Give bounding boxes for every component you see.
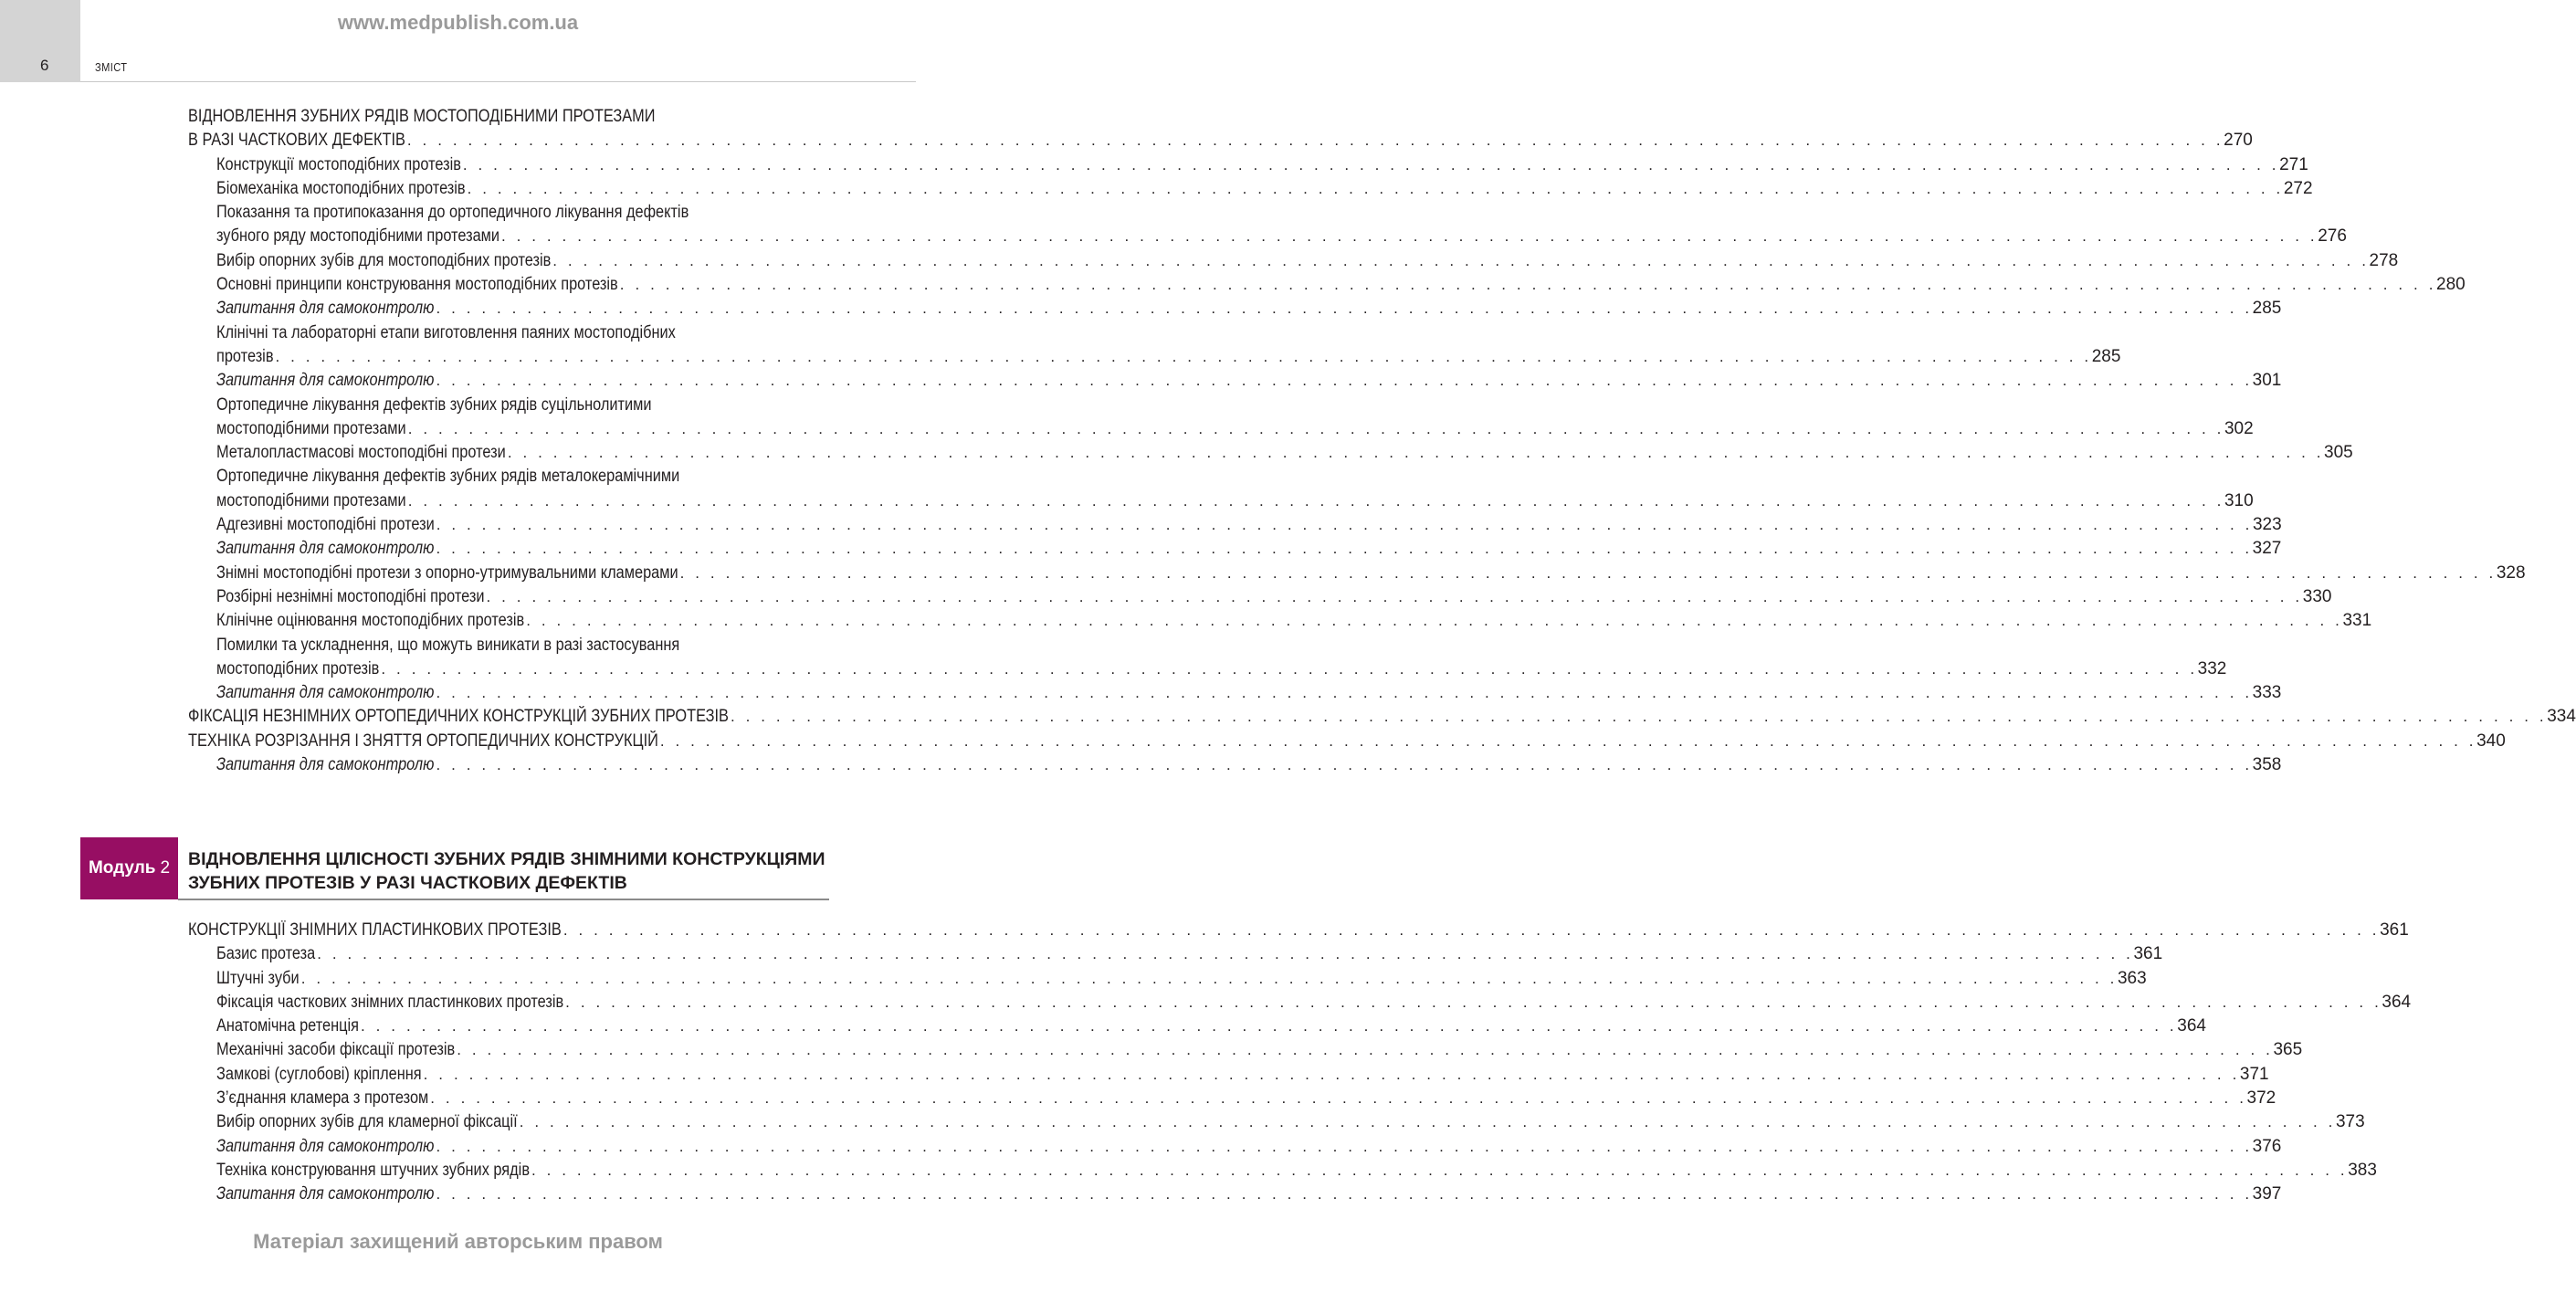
toc-page-number: 358 — [2252, 755, 2282, 775]
toc-entry — [188, 681, 2282, 705]
toc-page-number: 323 — [2252, 515, 2282, 535]
toc-page-number: 280 — [2436, 275, 2466, 295]
toc-page-number: 333 — [2252, 683, 2282, 703]
toc-leader-dots: . . . . . . . . . . . . . . . . . . . . . . . . . . . . . . . . . . . . . . . . . . . . . . . . . . . . . . . . . . . . . . . . . . . . . . . . . . . . . . . . . . . . . . . . . . . . . . . . . . . . . . . . . . . . . . . . . . . . . . . . — [659, 731, 2477, 750]
toc-entry-title: Запитання для самоконтролю — [216, 539, 435, 559]
toc-page-number: 365 — [2273, 1040, 2303, 1060]
toc-entry — [188, 919, 2409, 942]
toc-entry — [188, 1159, 2377, 1183]
toc-leader-dots: . . . . . . . . . . . . . . . . . . . . . . . . . . . . . . . . . . . . . . . . . . . . . . . . . . . . . . . . . . . . . . . . . . . . . . . . . . . . . . . . . . . . . . . . . . . . . . . . . . . . . . . . . . . . . . . . . . . . . . . . — [430, 1089, 2247, 1108]
toc-entry-title: Адгезивні мостоподібні протези — [216, 515, 435, 535]
module-title — [188, 847, 882, 895]
toc-entry — [188, 105, 829, 129]
toc-leader-dots: . . . . . . . . . . . . . . . . . . . . . . . . . . . . . . . . . . . . . . . . . . . . . . . . . . . . . . . . . . . . . . . . . . . . . . . . . . . . . . . . . . . . . . . . . . . . . . . . . . . . . . . . . . . . . . . . . . . . . . . . — [361, 1017, 2178, 1035]
toc-entry — [188, 201, 829, 225]
toc-entry-title: ВІДНОВЛЕННЯ ЗУБНИХ РЯДІВ МОСТОПОДІБНИМИ ПРОТЕЗАМИ — [188, 107, 656, 126]
toc-entry — [188, 562, 2526, 585]
toc-leader-dots: . . . . . . . . . . . . . . . . . . . . . . . . . . . . . . . . . . . . . . . . . . . . . . . . . . . . . . . . . . . . . . . . . . . . . . . . . . . . . . . . . . . . . . . . . . . . . . . . . . . . . . . . . . . . . . . . . . . . . . . . — [563, 921, 2381, 939]
toc-entry — [188, 465, 829, 489]
toc-entry — [188, 129, 2253, 152]
toc-page-number: 327 — [2252, 539, 2282, 559]
toc-leader-dots: . . . . . . . . . . . . . . . . . . . . . . . . . . . . . . . . . . . . . . . . . . . . . . . . . . . . . . . . . . . . . . . . . . . . . . . . . . . . . . . . . . . . . . . . . . . . . . . . . . . . . . . . . . . . . . . . . . . . . . . . — [436, 516, 2253, 534]
toc-entry-title: Фіксація часткових знімних пластинкових протезів — [216, 992, 564, 1012]
module-number: 2 — [160, 858, 171, 878]
toc-entry-title: Запитання для самоконтролю — [216, 1136, 435, 1156]
toc-leader-dots: . . . . . . . . . . . . . . . . . . . . . . . . . . . . . . . . . . . . . . . . . . . . . . . . . . . . . . . . . . . . . . . . . . . . . . . . . . . . . . . . . . . . . . . . . . . . . . . . . . . . . . . . . . . . . . . . . . . . . . . . — [406, 131, 2224, 150]
toc-entry-title: Конструкції мостоподібних протезів — [216, 154, 461, 174]
toc-entry — [188, 730, 2506, 753]
toc-list-part2 — [188, 919, 2412, 1207]
toc-entry — [188, 1087, 2276, 1110]
toc-entry-title: зубного ряду мостоподібними протезами — [216, 226, 500, 247]
toc-entry — [188, 967, 2147, 991]
toc-entry-title: Біомеханіка мостоподібних протезів — [216, 178, 466, 198]
toc-page-number: 305 — [2324, 443, 2353, 463]
toc-entry-title: протезів — [216, 346, 274, 366]
toc-leader-dots: . . . . . . . . . . . . . . . . . . . . . . . . . . . . . . . . . . . . . . . . . . . . . . . . . . . . . . . . . . . . . . . . . . . . . . . . . . . . . . . . . . . . . . . . . . . . . . . . . . . . . . . . . . . . . . . . . . . . . . . . — [436, 1137, 2253, 1155]
toc-entry — [188, 991, 2412, 1014]
toc-entry — [188, 657, 2227, 681]
module-title-line1: ВІДНОВЛЕННЯ ЦІЛІСНОСТІ ЗУБНИХ РЯДІВ ЗНІМНИМИ КОНСТРУКЦІЯМИ — [188, 849, 825, 869]
toc-leader-dots: . . . . . . . . . . . . . . . . . . . . . . . . . . . . . . . . . . . . . . . . . . . . . . . . . . . . . . . . . . . . . . . . . . . . . . . . . . . . . . . . . . . . . . . . . . . . . . . . . . . . . . . . . . . . . . . . . . . . . . . . — [565, 993, 2382, 1011]
toc-page-number: 363 — [2117, 968, 2147, 988]
toc-list-part1 — [188, 105, 2576, 777]
copyright-watermark: Матеріал захищений авторським правом — [253, 1230, 663, 1253]
toc-leader-dots: . . . . . . . . . . . . . . . . . . . . . . . . . . . . . . . . . . . . . . . . . . . . . . . . . . . . . . . . . . . . . . . . . . . . . . . . . . . . . . . . . . . . . . . . . . . . . . . . . . . . . . . . . . . . . . . . . . . . . . . . — [457, 1041, 2274, 1059]
toc-entry-title: Запитання для самоконтролю — [216, 299, 435, 319]
toc-entry — [188, 153, 2308, 177]
toc-entry — [188, 513, 2282, 537]
toc-entry — [188, 297, 2282, 321]
toc-entry — [188, 225, 2347, 248]
toc-entry-title: Клінічне оцінювання мостоподібних протезів — [216, 611, 525, 631]
toc-entry-title: Штучні зуби — [216, 968, 300, 988]
toc-leader-dots: . . . . . . . . . . . . . . . . . . . . . . . . . . . . . . . . . . . . . . . . . . . . . . . . . . . . . . . . . . . . . . . . . . . . . . . . . . . . . . . . . . . . . . . . . . . . . . . . . . . . . . . . . . . . . . . . . . . . . . . . — [436, 684, 2253, 702]
toc-entry — [188, 634, 829, 657]
toc-entry-title: Запитання для самоконтролю — [216, 371, 435, 391]
toc-entry — [188, 585, 2332, 609]
toc-page-number: 361 — [2380, 920, 2409, 940]
toc-leader-dots: . . . . . . . . . . . . . . . . . . . . . . . . . . . . . . . . . . . . . . . . . . . . . . . . . . . . . . . . . . . . . . . . . . . . . . . . . . . . . . . . . . . . . . . . . . . . . . . . . . . . . . . . . . . . . . . . . . . . . . . . — [407, 419, 2224, 437]
toc-leader-dots: . . . . . . . . . . . . . . . . . . . . . . . . . . . . . . . . . . . . . . . . . . . . . . . . . . . . . . . . . . . . . . . . . . . . . . . . . . . . . . . . . . . . . . . . . . . . . . . . . . . . . . . . . . . . . . . . . . . . . . . . — [436, 540, 2253, 558]
toc-page-number: 361 — [2133, 944, 2163, 964]
toc-entry-title: Техніка конструювання штучних зубних рядів — [216, 1160, 531, 1180]
site-url-watermark: www.medpublish.com.ua — [337, 11, 579, 34]
toc-entry-title: Механічні засоби фіксації протезів — [216, 1040, 456, 1060]
toc-leader-dots: . . . . . . . . . . . . . . . . . . . . . . . . . . . . . . . . . . . . . . . . . . . . . . . . . . . . . . . . . . . . . . . . . . . . . . . . . . . . . . . . . . . . . . . . . . . . . . . . . . . . . . . . . . . . . . . . . . . . . . . . — [486, 587, 2303, 605]
toc-page-number: 310 — [2224, 490, 2254, 510]
toc-entry — [188, 489, 2254, 513]
toc-entry — [188, 1014, 2206, 1038]
module-title-line2: ЗУБНИХ ПРОТЕЗІВ У РАЗІ ЧАСТКОВИХ ДЕФЕКТІВ — [188, 873, 627, 893]
toc-entry — [188, 273, 2466, 297]
toc-entry — [188, 942, 2163, 966]
toc-page-number: 371 — [2239, 1064, 2269, 1084]
toc-entry — [188, 537, 2282, 561]
toc-entry-title: Запитання для самоконтролю — [216, 755, 435, 775]
module-divider — [178, 899, 829, 900]
toc-entry-title: Основні принципи конструювання мостоподібних протезів — [216, 275, 618, 295]
toc-entry-title: Помилки та ускладнення, що можуть виникати в разі застосування — [216, 635, 680, 655]
toc-page-number: 340 — [2476, 731, 2506, 751]
toc-entry — [188, 1038, 2303, 1062]
toc-page-number: 383 — [2348, 1160, 2377, 1180]
toc-leader-dots: . . . . . . . . . . . . . . . . . . . . . . . . . . . . . . . . . . . . . . . . . . . . . . . . . . . . . . . . . . . . . . . . . . . . . . . . . . . . . . . . . . . . . . . . . . . . . . . . . . . . . . . . . . . . . . . . . . . . . . . . — [519, 1113, 2336, 1131]
toc-entry — [188, 417, 2254, 441]
toc-entry-title: Розбірні незнімні мостоподібні протези — [216, 586, 485, 606]
toc-entry-title: ТЕХНІКА РОЗРІЗАННЯ І ЗНЯТТЯ ОРТОПЕДИЧНИХ КОНСТРУКЦІЙ — [188, 731, 658, 751]
toc-page-number: 302 — [2224, 418, 2254, 438]
toc-page-number: 364 — [2177, 1016, 2206, 1036]
toc-entry-title: З’єднання кламера з протезом — [216, 1088, 429, 1109]
toc-leader-dots: . . . . . . . . . . . . . . . . . . . . . . . . . . . . . . . . . . . . . . . . . . . . . . . . . . . . . . . . . . . . . . . . . . . . . . . . . . . . . . . . . . . . . . . . . . . . . . . . . . . . . . . . . . . . . . . . . . . . . . . . — [300, 969, 2118, 987]
toc-entry-title: мостоподібних протезів — [216, 658, 380, 678]
toc-leader-dots: . . . . . . . . . . . . . . . . . . . . . . . . . . . . . . . . . . . . . . . . . . . . . . . . . . . . . . . . . . . . . . . . . . . . . . . . . . . . . . . . . . . . . . . . . . . . . . . . . . . . . . . . . . . . . . . . . . . . . . . . — [436, 300, 2253, 318]
toc-page-number: 372 — [2246, 1088, 2276, 1109]
toc-leader-dots: . . . . . . . . . . . . . . . . . . . . . . . . . . . . . . . . . . . . . . . . . . . . . . . . . . . . . . . . . . . . . . . . . . . . . . . . . . . . . . . . . . . . . . . . . . . . . . . . . . . . . . . . . . . . . . . . . . . . . . . . — [436, 372, 2253, 390]
toc-leader-dots: . . . . . . . . . . . . . . . . . . . . . . . . . . . . . . . . . . . . . . . . . . . . . . . . . . . . . . . . . . . . . . . . . . . . . . . . . . . . . . . . . . . . . . . . . . . . . . . . . . . . . . . . . . . . . . . . . . . . . . . . — [317, 945, 2134, 963]
toc-entry-title: Металопластмасові мостоподібні протези — [216, 443, 506, 463]
toc-leader-dots: . . . . . . . . . . . . . . . . . . . . . . . . . . . . . . . . . . . . . . . . . . . . . . . . . . . . . . . . . . . . . . . . . . . . . . . . . . . . . . . . . . . . . . . . . . . . . . . . . . . . . . . . . . . . . . . . . . . . . . . . — [381, 659, 2198, 678]
toc-page-number: 397 — [2252, 1184, 2282, 1204]
toc-page-number: 278 — [2369, 250, 2399, 270]
toc-entry — [188, 705, 2576, 729]
toc-page-number: 331 — [2342, 611, 2372, 631]
toc-entry-title: Замкові (суглобові) кріплення — [216, 1064, 422, 1084]
toc-entry-title: КОНСТРУКЦІЇ ЗНІМНИХ ПЛАСТИНКОВИХ ПРОТЕЗІВ — [188, 920, 562, 940]
toc-page-number: 301 — [2252, 371, 2282, 391]
toc-leader-dots: . . . . . . . . . . . . . . . . . . . . . . . . . . . . . . . . . . . . . . . . . . . . . . . . . . . . . . . . . . . . . . . . . . . . . . . . . . . . . . . . . . . . . . . . . . . . . . . . . . . . . . . . . . . . . . . . . . . . . . . . — [619, 276, 2437, 294]
toc-leader-dots: . . . . . . . . . . . . . . . . . . . . . . . . . . . . . . . . . . . . . . . . . . . . . . . . . . . . . . . . . . . . . . . . . . . . . . . . . . . . . . . . . . . . . . . . . . . . . . . . . . . . . . . . . . . . . . . . . . . . . . . . — [275, 347, 2092, 365]
toc-leader-dots: . . . . . . . . . . . . . . . . . . . . . . . . . . . . . . . . . . . . . . . . . . . . . . . . . . . . . . . . . . . . . . . . . . . . . . . . . . . . . . . . . . . . . . . . . . . . . . . . . . . . . . . . . . . . . . . . . . . . . . . . — [423, 1065, 2240, 1083]
toc-entry-title: Запитання для самоконтролю — [216, 683, 435, 703]
toc-entry-title: Базис протеза — [216, 944, 316, 964]
toc-page-number: 271 — [2279, 154, 2308, 174]
toc-entry-title: Клінічні та лабораторні етапи виготовлення паяних мостоподібних — [216, 322, 676, 342]
toc-entry — [188, 1135, 2282, 1159]
toc-leader-dots: . . . . . . . . . . . . . . . . . . . . . . . . . . . . . . . . . . . . . . . . . . . . . . . . . . . . . . . . . . . . . . . . . . . . . . . . . . . . . . . . . . . . . . . . . . . . . . . . . . . . . . . . . . . . . . . . . . . . . . . . — [507, 444, 2325, 462]
toc-entry-title: Вибір опорних зубів для кламерної фіксації — [216, 1112, 518, 1132]
toc-entry-title: Ортопедичне лікування дефектів зубних рядів суцільнолитими — [216, 394, 652, 415]
toc-entry — [188, 1183, 2282, 1206]
toc-entry-title: Вибір опорних зубів для мостоподібних протезів — [216, 250, 552, 270]
toc-page-number: 330 — [2302, 586, 2332, 606]
toc-page-number: 328 — [2496, 562, 2526, 583]
toc-leader-dots: . . . . . . . . . . . . . . . . . . . . . . . . . . . . . . . . . . . . . . . . . . . . . . . . . . . . . . . . . . . . . . . . . . . . . . . . . . . . . . . . . . . . . . . . . . . . . . . . . . . . . . . . . . . . . . . . . . . . . . . . — [730, 708, 2548, 726]
module-badge — [80, 837, 178, 899]
toc-entry — [188, 249, 2399, 273]
toc-page-number: 332 — [2197, 658, 2227, 678]
toc-page-number: 376 — [2252, 1136, 2282, 1156]
toc-leader-dots: . . . . . . . . . . . . . . . . . . . . . . . . . . . . . . . . . . . . . . . . . . . . . . . . . . . . . . . . . . . . . . . . . . . . . . . . . . . . . . . . . . . . . . . . . . . . . . . . . . . . . . . . . . . . . . . . . . . . . . . . — [526, 612, 2343, 630]
toc-entry — [188, 609, 2372, 633]
toc-entry — [188, 321, 829, 345]
toc-page-number: 272 — [2283, 178, 2313, 198]
header-divider — [80, 81, 916, 82]
toc-entry-title: Показання та протипоказання до ортопедичного лікування дефектів — [216, 203, 689, 223]
toc-page-number: 373 — [2335, 1112, 2365, 1132]
toc-entry — [188, 369, 2282, 393]
toc-entry — [188, 753, 2282, 777]
module-word: Модуль — [88, 858, 156, 878]
toc-entry — [188, 1063, 2269, 1087]
toc-entry-title: мостоподібними протезами — [216, 490, 406, 510]
toc-leader-dots: . . . . . . . . . . . . . . . . . . . . . . . . . . . . . . . . . . . . . . . . . . . . . . . . . . . . . . . . . . . . . . . . . . . . . . . . . . . . . . . . . . . . . . . . . . . . . . . . . . . . . . . . . . . . . . . . . . . . . . . . — [500, 227, 2318, 246]
toc-entry-title: ФІКСАЦІЯ НЕЗНІМНИХ ОРТОПЕДИЧНИХ КОНСТРУКЦІЙ ЗУБНИХ ПРОТЕЗІВ — [188, 707, 729, 727]
toc-entry — [188, 441, 2353, 465]
toc-entry — [188, 345, 2121, 369]
toc-leader-dots: . . . . . . . . . . . . . . . . . . . . . . . . . . . . . . . . . . . . . . . . . . . . . . . . . . . . . . . . . . . . . . . . . . . . . . . . . . . . . . . . . . . . . . . . . . . . . . . . . . . . . . . . . . . . . . . . . . . . . . . . — [679, 563, 2497, 582]
toc-entry — [188, 1110, 2365, 1134]
page-number: 6 — [40, 57, 49, 74]
toc-entry-title: Анатомічна ретенція — [216, 1016, 359, 1036]
toc-leader-dots: . . . . . . . . . . . . . . . . . . . . . . . . . . . . . . . . . . . . . . . . . . . . . . . . . . . . . . . . . . . . . . . . . . . . . . . . . . . . . . . . . . . . . . . . . . . . . . . . . . . . . . . . . . . . . . . . . . . . . . . . — [462, 155, 2280, 173]
section-label: ЗМІСТ — [95, 60, 128, 74]
toc-page-number: 285 — [2091, 346, 2121, 366]
toc-entry-title: мостоподібними протезами — [216, 418, 406, 438]
toc-entry-title: Запитання для самоконтролю — [216, 1184, 435, 1204]
toc-entry-title: В РАЗІ ЧАСТКОВИХ ДЕФЕКТІВ — [188, 131, 405, 151]
toc-page-number: 270 — [2224, 131, 2253, 151]
toc-entry — [188, 177, 2313, 201]
toc-page-number: 285 — [2252, 299, 2282, 319]
toc-leader-dots: . . . . . . . . . . . . . . . . . . . . . . . . . . . . . . . . . . . . . . . . . . . . . . . . . . . . . . . . . . . . . . . . . . . . . . . . . . . . . . . . . . . . . . . . . . . . . . . . . . . . . . . . . . . . . . . . . . . . . . . . — [436, 756, 2253, 774]
toc-page-number: 276 — [2318, 226, 2347, 247]
toc-leader-dots: . . . . . . . . . . . . . . . . . . . . . . . . . . . . . . . . . . . . . . . . . . . . . . . . . . . . . . . . . . . . . . . . . . . . . . . . . . . . . . . . . . . . . . . . . . . . . . . . . . . . . . . . . . . . . . . . . . . . . . . . — [407, 491, 2224, 510]
toc-leader-dots: . . . . . . . . . . . . . . . . . . . . . . . . . . . . . . . . . . . . . . . . . . . . . . . . . . . . . . . . . . . . . . . . . . . . . . . . . . . . . . . . . . . . . . . . . . . . . . . . . . . . . . . . . . . . . . . . . . . . . . . . — [467, 179, 2284, 197]
toc-entry — [188, 394, 829, 417]
toc-entry-title: Ортопедичне лікування дефектів зубних рядів металокерамічними — [216, 467, 680, 487]
toc-page-number: 334 — [2547, 707, 2576, 727]
toc-entry-title: Знімні мостоподібні протези з опорно-утримувальними кламерами — [216, 562, 678, 583]
toc-leader-dots: . . . . . . . . . . . . . . . . . . . . . . . . . . . . . . . . . . . . . . . . . . . . . . . . . . . . . . . . . . . . . . . . . . . . . . . . . . . . . . . . . . . . . . . . . . . . . . . . . . . . . . . . . . . . . . . . . . . . . . . . — [436, 1185, 2253, 1204]
toc-leader-dots: . . . . . . . . . . . . . . . . . . . . . . . . . . . . . . . . . . . . . . . . . . . . . . . . . . . . . . . . . . . . . . . . . . . . . . . . . . . . . . . . . . . . . . . . . . . . . . . . . . . . . . . . . . . . . . . . . . . . . . . . — [552, 251, 2370, 269]
toc-page-number: 364 — [2381, 992, 2412, 1012]
toc-leader-dots: . . . . . . . . . . . . . . . . . . . . . . . . . . . . . . . . . . . . . . . . . . . . . . . . . . . . . . . . . . . . . . . . . . . . . . . . . . . . . . . . . . . . . . . . . . . . . . . . . . . . . . . . . . . . . . . . . . . . . . . . — [531, 1161, 2349, 1179]
